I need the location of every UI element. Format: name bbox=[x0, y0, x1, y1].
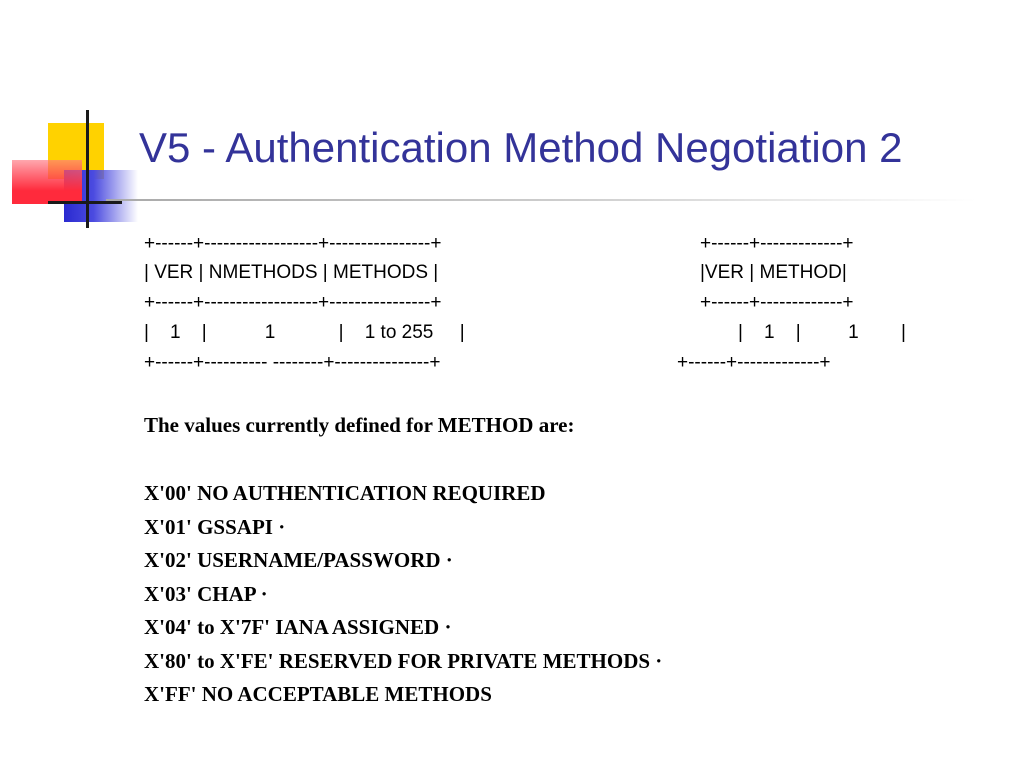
diagram-left-border-mid: +------+------------------+----------------+ bbox=[144, 292, 442, 313]
diagram-left-header: | VER | NMETHODS | METHODS | bbox=[144, 262, 439, 283]
diagram-left-border-bottom: +------+---------- --------+---------------+ bbox=[144, 352, 441, 373]
logo-horizontal-line bbox=[48, 201, 122, 204]
method-intro: The values currently defined for METHOD are: bbox=[144, 413, 575, 437]
method-item: X'01' GSSAPI · bbox=[144, 515, 286, 539]
diagram-left-values: | 1 | 1 | 1 to 255 | bbox=[144, 322, 465, 343]
slide-title: V5 - Authentication Method Negotiation 2 bbox=[139, 124, 903, 171]
method-item: X'80' to X'FE' RESERVED FOR PRIVATE METHODS · bbox=[144, 649, 663, 673]
method-item: X'03' CHAP · bbox=[144, 582, 268, 606]
logo-red-square bbox=[12, 160, 82, 204]
diagram-right-header: |VER | METHOD| bbox=[700, 262, 847, 283]
diagram-right-values: | 1 | 1 | bbox=[738, 322, 906, 343]
method-item: X'00' NO AUTHENTICATION REQUIRED bbox=[144, 481, 546, 505]
diagram-right-border-bottom: +------+-------------+ bbox=[677, 352, 831, 373]
method-item: X'FF' NO ACCEPTABLE METHODS bbox=[144, 682, 492, 706]
diagram-left-border-top: +------+------------------+----------------+ bbox=[144, 233, 442, 254]
title-underline-rule bbox=[106, 199, 976, 201]
logo-vertical-line bbox=[86, 110, 89, 228]
diagram-right-border-top: +------+-------------+ bbox=[700, 233, 854, 254]
method-item: X'04' to X'7F' IANA ASSIGNED · bbox=[144, 615, 452, 639]
diagram-right-border-mid: +------+-------------+ bbox=[700, 292, 854, 313]
method-item: X'02' USERNAME/PASSWORD · bbox=[144, 548, 453, 572]
